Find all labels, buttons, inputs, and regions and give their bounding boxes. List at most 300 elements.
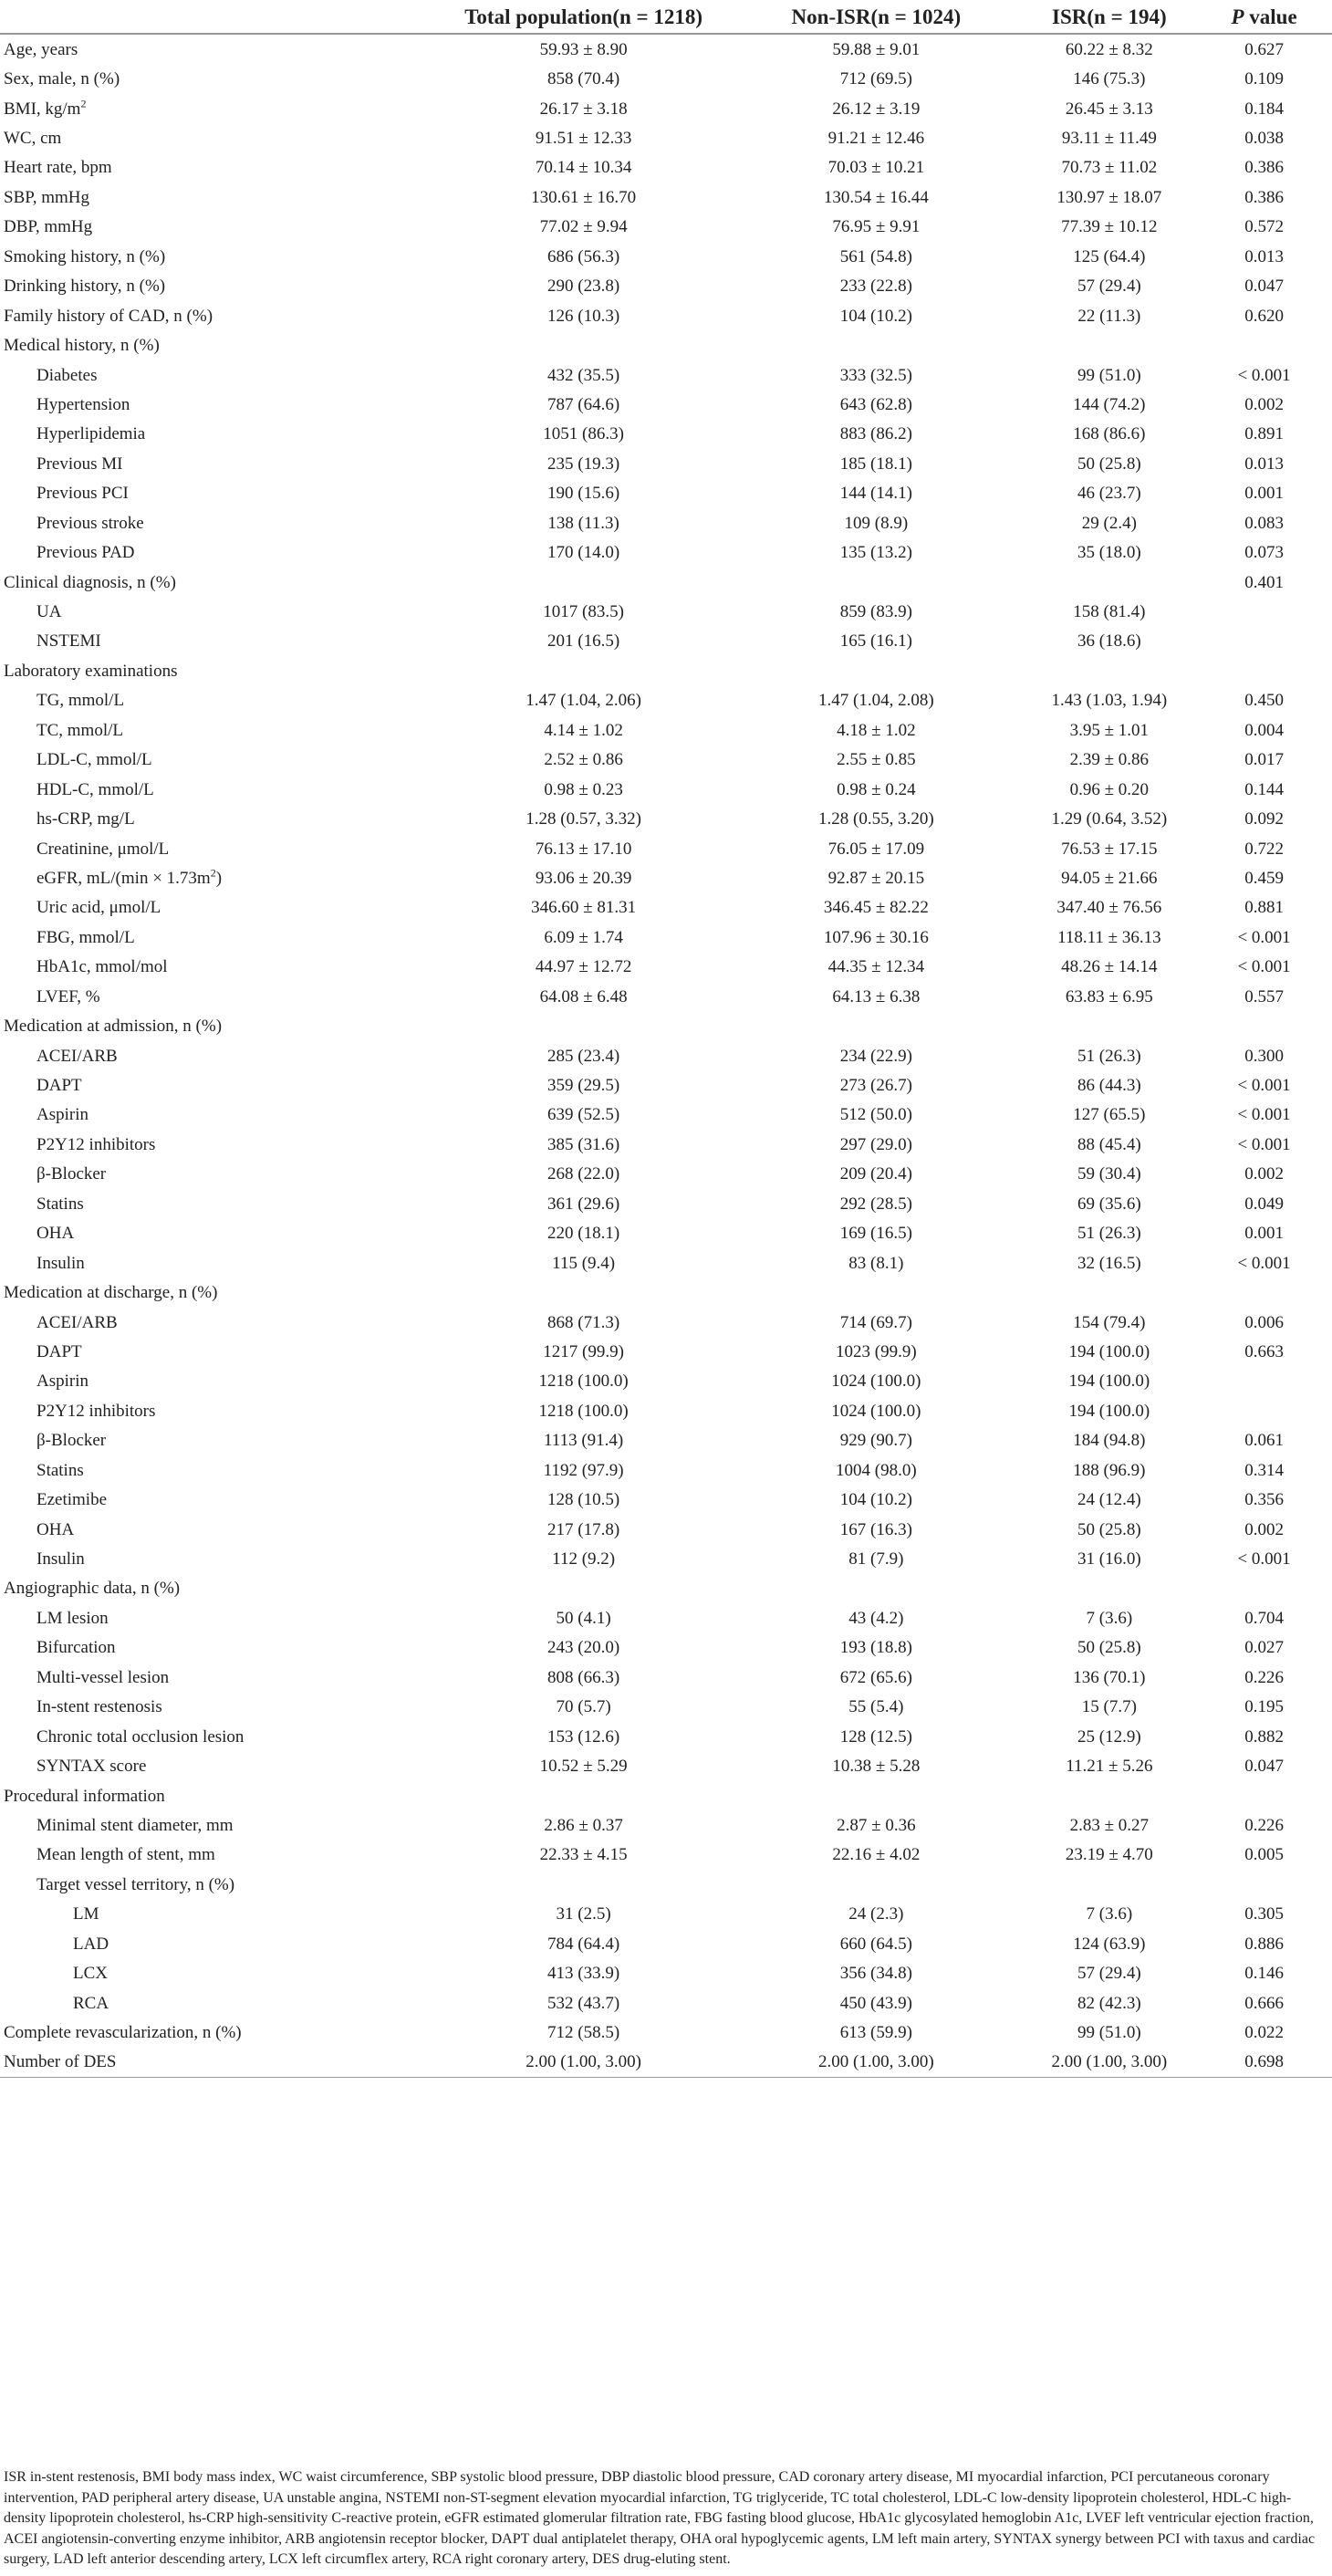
cell-p-value: 0.005 <box>1244 1845 1284 1865</box>
table-row <box>0 420 1332 449</box>
cell-isr: 76.53 ± 17.15 <box>1061 839 1158 859</box>
cell-non-isr: 356 (34.8) <box>839 1964 912 1984</box>
cell-p-value: < 0.001 <box>1237 1105 1291 1125</box>
row-label-text: SYNTAX score <box>36 1757 147 1777</box>
cell-total: 1113 (91.4) <box>544 1431 624 1451</box>
row-label-text: β-Blocker <box>36 1431 107 1451</box>
cell-p-value: 0.109 <box>1244 69 1284 89</box>
cell-p-value: 0.022 <box>1244 2023 1284 2043</box>
cell-total: 50 (4.1) <box>556 1608 611 1628</box>
cell-non-isr <box>730 330 1022 360</box>
cell-total: 201 (16.5) <box>547 631 620 652</box>
cell-p-value: 0.698 <box>1196 2048 1332 2078</box>
row-label <box>0 1426 437 1455</box>
table-row <box>0 1722 1332 1751</box>
cell-p-value: 0.450 <box>1244 691 1284 711</box>
cell-isr: 51 (26.3) <box>1077 1046 1141 1066</box>
cell-total <box>437 1781 730 1810</box>
cell-isr: 23.19 ± 4.70 <box>1065 1845 1153 1865</box>
cell-total: 115 (9.4) <box>552 1253 616 1273</box>
table-row <box>0 863 1332 892</box>
table-row <box>0 804 1332 833</box>
row-label <box>0 1396 437 1425</box>
cell-isr: 99 (51.0) <box>1077 2023 1141 2043</box>
cell-p-value: 0.226 <box>1244 1667 1284 1687</box>
row-label-text: LM <box>73 1904 99 1924</box>
cell-isr <box>1023 1011 1197 1040</box>
cell-p-value: 0.386 <box>1244 187 1284 207</box>
row-label-text: LM lesion <box>36 1608 109 1628</box>
cell-p-value <box>1196 597 1332 626</box>
cell-total: 858 (70.4) <box>547 69 620 89</box>
row-label-superscript: 2 <box>210 866 216 880</box>
cell-non-isr: 859 (83.9) <box>839 602 912 622</box>
cell-isr <box>1023 568 1197 597</box>
row-label-text: DAPT <box>36 1076 82 1096</box>
row-label <box>0 1515 437 1544</box>
row-label <box>0 272 437 301</box>
table-row <box>0 34 1332 64</box>
cell-total: 359 (29.5) <box>547 1076 620 1096</box>
cell-non-isr: 613 (59.9) <box>839 2023 912 2043</box>
cell-p-value: 0.001 <box>1244 1224 1284 1244</box>
cell-total: 0.98 ± 0.23 <box>544 779 623 799</box>
row-label-text: Sex, male, n (%) <box>4 69 120 89</box>
cell-non-isr: 44.35 ± 12.34 <box>827 957 925 977</box>
cell-p-value: 0.092 <box>1244 809 1284 829</box>
cell-total: 868 (71.3) <box>547 1312 620 1332</box>
cell-non-isr: 55 (5.4) <box>848 1697 904 1717</box>
row-label-text: ACEI/ARB <box>36 1046 118 1066</box>
row-label <box>0 213 437 242</box>
row-label <box>0 627 437 656</box>
table-row <box>0 1367 1332 1396</box>
row-label-text: Uric acid, μmol/L <box>36 898 161 918</box>
cell-isr: 77.39 ± 10.12 <box>1061 217 1158 237</box>
row-label <box>0 301 437 330</box>
cell-total: 112 (9.2) <box>552 1549 616 1570</box>
cell-non-isr: 233 (22.8) <box>839 276 912 297</box>
table-row <box>0 923 1332 952</box>
cell-total: 290 (23.8) <box>547 276 620 297</box>
row-label-text: RCA <box>73 1993 109 2013</box>
cell-total: 93.06 ± 20.39 <box>535 868 632 888</box>
row-label <box>0 923 437 952</box>
cell-non-isr: 929 (90.7) <box>839 1431 912 1451</box>
cell-non-isr: 0.98 ± 0.24 <box>837 779 916 799</box>
cell-non-isr: 333 (32.5) <box>839 365 912 385</box>
cell-total: 59.93 ± 8.90 <box>539 39 628 59</box>
cell-isr: 70.73 ± 11.02 <box>1061 158 1158 178</box>
row-label-text: Chronic total occlusion lesion <box>36 1726 245 1747</box>
row-label-text: Diabetes <box>36 365 98 385</box>
cell-isr: 184 (94.8) <box>1073 1431 1146 1451</box>
cell-total: 170 (14.0) <box>547 543 620 563</box>
cell-total <box>437 656 730 685</box>
row-label-text: Bifurcation <box>36 1638 116 1658</box>
row-label <box>0 1308 437 1337</box>
cell-isr: 50 (25.8) <box>1077 454 1141 474</box>
row-label-text: Ezetimibe <box>36 1490 108 1510</box>
cell-total: 686 (56.3) <box>547 246 620 266</box>
cell-total: 10.52 ± 5.29 <box>539 1757 628 1777</box>
row-label-text: hs-CRP, mg/L <box>36 809 135 829</box>
row-label-text: LVEF, % <box>36 986 100 1006</box>
cell-isr: 136 (70.1) <box>1073 1667 1146 1687</box>
table-row <box>0 1544 1332 1573</box>
cell-total: 31 (2.5) <box>556 1904 611 1924</box>
row-label-text: Complete revascularization, n (%) <box>4 2023 242 2043</box>
row-label-text: OHA <box>36 1519 75 1539</box>
cell-non-isr: 2.55 ± 0.85 <box>837 750 916 770</box>
row-label <box>0 1041 437 1070</box>
cell-total: 76.13 ± 17.10 <box>535 839 632 859</box>
cell-total: 220 (18.1) <box>547 1224 620 1244</box>
row-label-text: Procedural information <box>4 1786 165 1806</box>
cell-p-value: 0.881 <box>1244 898 1284 918</box>
cell-p-value: 0.083 <box>1244 513 1284 533</box>
cell-non-isr <box>730 1574 1022 1603</box>
row-label-text: Number of DES <box>4 2052 117 2072</box>
cell-total: 432 (35.5) <box>547 365 620 385</box>
cell-total: 153 (12.6) <box>547 1726 620 1747</box>
table-row <box>0 1485 1332 1514</box>
row-label-text: LAD <box>73 1934 109 1954</box>
row-label <box>0 1160 437 1189</box>
cell-non-isr: 672 (65.6) <box>839 1667 912 1687</box>
cell-total: 4.14 ± 1.02 <box>544 720 623 740</box>
table-row <box>0 1751 1332 1780</box>
cell-isr <box>1023 1278 1197 1307</box>
table-row <box>0 183 1332 212</box>
table-row <box>0 301 1332 330</box>
header-p-italic: P <box>1231 5 1244 28</box>
cell-p-value: 0.704 <box>1244 1608 1284 1628</box>
cell-p-value: 0.300 <box>1244 1046 1284 1066</box>
row-label <box>0 656 437 685</box>
cell-p-value: 0.886 <box>1244 1934 1284 1954</box>
cell-isr: 48.26 ± 14.14 <box>1061 957 1158 977</box>
row-label-text: WC, cm <box>4 129 62 149</box>
cell-total: 243 (20.0) <box>547 1638 620 1658</box>
row-label <box>0 746 437 775</box>
cell-p-value: 0.401 <box>1244 572 1284 592</box>
row-label <box>0 1603 437 1632</box>
cell-total: 1017 (83.5) <box>543 602 624 622</box>
row-label <box>0 479 437 508</box>
cell-total: 77.02 ± 9.94 <box>539 217 628 237</box>
row-label-text: β-Blocker <box>36 1164 107 1184</box>
cell-total: 217 (17.8) <box>547 1519 620 1539</box>
cell-total: 1051 (86.3) <box>543 424 624 444</box>
cell-non-isr: 83 (8.1) <box>848 1253 904 1273</box>
cell-p-value: 0.073 <box>1244 543 1284 563</box>
cell-isr: 146 (75.3) <box>1073 69 1146 89</box>
row-label-text: Age, years <box>4 39 78 59</box>
row-label-text: HbA1c, mmol/mol <box>36 957 168 977</box>
row-label <box>0 1248 437 1278</box>
row-label <box>0 1100 437 1130</box>
table-row <box>0 1900 1332 1929</box>
cell-isr: 2.83 ± 0.27 <box>1069 1815 1150 1835</box>
row-label <box>0 34 437 64</box>
row-label <box>0 1278 437 1307</box>
row-label-text: TC, mmol/L <box>36 720 123 740</box>
cell-non-isr <box>730 1781 1022 1810</box>
cell-total: 2.86 ± 0.37 <box>544 1815 623 1835</box>
table-row <box>0 123 1332 152</box>
table-row <box>0 715 1332 745</box>
row-label <box>0 390 437 419</box>
cell-p-value: 0.049 <box>1244 1194 1284 1214</box>
cell-p-value: 0.722 <box>1244 839 1284 859</box>
cell-non-isr: 273 (26.7) <box>839 1076 912 1096</box>
header-non-isr: Non-ISR(n = 1024) <box>730 0 1022 34</box>
row-label-text: Medical history, n (%) <box>4 336 160 356</box>
row-label-text: Medication at admission, n (%) <box>4 1017 223 1037</box>
cell-non-isr: 10.38 ± 5.28 <box>832 1757 921 1777</box>
row-label-text: Hypertension <box>36 394 130 414</box>
table-row <box>0 982 1332 1011</box>
table-row <box>0 508 1332 537</box>
table-row <box>0 479 1332 508</box>
cell-isr: 31 (16.0) <box>1077 1549 1141 1570</box>
row-label-text: OHA <box>36 1224 75 1244</box>
row-label-text: Aspirin <box>36 1371 88 1392</box>
row-label-text: Target vessel territory, n (%) <box>36 1874 235 1894</box>
cell-isr: 2.00 (1.00, 3.00) <box>1023 2048 1197 2078</box>
row-label-text: FBG, mmol/L <box>36 927 135 947</box>
cell-isr: 50 (25.8) <box>1077 1519 1141 1539</box>
row-label <box>0 1781 437 1810</box>
row-label <box>0 1958 437 1987</box>
table-row <box>0 656 1332 685</box>
cell-p-value: 0.013 <box>1244 246 1284 266</box>
cell-p-value: 0.013 <box>1244 454 1284 474</box>
row-label-text: Insulin <box>36 1253 85 1273</box>
row-label <box>0 863 437 892</box>
row-label <box>0 1751 437 1780</box>
cell-total: 91.51 ± 12.33 <box>535 129 632 149</box>
row-label <box>0 715 437 745</box>
cell-p-value: 0.017 <box>1244 750 1284 770</box>
row-label <box>0 1870 437 1899</box>
cell-isr: 94.05 ± 21.66 <box>1061 868 1158 888</box>
cell-non-isr: 1023 (99.9) <box>836 1341 917 1361</box>
table-row <box>0 1396 1332 1425</box>
cell-non-isr: 26.12 ± 3.19 <box>832 99 921 119</box>
cell-p-value: 0.146 <box>1244 1964 1284 1984</box>
table-row <box>0 1603 1332 1632</box>
cell-non-isr: 209 (20.4) <box>839 1164 912 1184</box>
table-row <box>0 2018 1332 2047</box>
header-p-value <box>1196 0 1332 34</box>
cell-isr: 124 (63.9) <box>1073 1934 1146 1954</box>
cell-non-isr: 24 (2.3) <box>848 1904 904 1924</box>
row-label-text: Smoking history, n (%) <box>4 246 166 266</box>
row-label <box>0 1929 437 1958</box>
cell-isr: 194 (100.0) <box>1068 1401 1150 1421</box>
cell-p-value: 0.314 <box>1244 1460 1284 1480</box>
table-row <box>0 597 1332 626</box>
cell-p-value: 0.305 <box>1244 1904 1284 1924</box>
cell-non-isr: 22.16 ± 4.02 <box>832 1845 921 1865</box>
cell-isr <box>1023 1870 1197 1899</box>
cell-non-isr: 4.18 ± 1.02 <box>837 720 916 740</box>
cell-total: 44.97 ± 12.72 <box>535 957 632 977</box>
row-label <box>0 1130 437 1159</box>
table-row <box>0 537 1332 567</box>
cell-isr: 82 (42.3) <box>1077 1993 1141 2013</box>
row-label <box>0 775 437 804</box>
cell-p-value: 0.195 <box>1244 1697 1284 1717</box>
row-label <box>0 360 437 390</box>
cell-non-isr: 643 (62.8) <box>839 394 912 414</box>
row-label <box>0 330 437 360</box>
table-row <box>0 1781 1332 1810</box>
cell-total: 1218 (100.0) <box>538 1401 629 1421</box>
table-body <box>0 34 1332 2078</box>
row-label-text: Clinical diagnosis, n (%) <box>4 572 176 592</box>
cell-total: 1192 (97.9) <box>543 1460 624 1480</box>
table-row <box>0 360 1332 390</box>
cell-total: 285 (23.4) <box>547 1046 620 1066</box>
cell-isr: 11.21 ± 5.26 <box>1066 1757 1153 1777</box>
cell-total: 1.47 (1.04, 2.06) <box>526 691 641 711</box>
cell-non-isr: 714 (69.7) <box>839 1312 912 1332</box>
cell-non-isr: 91.21 ± 12.46 <box>827 129 925 149</box>
cell-non-isr: 59.88 ± 9.01 <box>832 39 921 59</box>
row-label-text: Laboratory examinations <box>4 661 178 681</box>
cell-isr: 88 (45.4) <box>1077 1134 1141 1154</box>
row-label <box>0 1988 437 2018</box>
row-label <box>0 982 437 1011</box>
cell-p-value: 0.572 <box>1244 217 1284 237</box>
cell-total <box>437 1011 730 1040</box>
table-header-row <box>0 0 1332 34</box>
row-label <box>0 1693 437 1722</box>
table-row <box>0 94 1332 123</box>
cell-non-isr: 346.45 ± 82.22 <box>823 898 929 918</box>
table-row <box>0 1189 1332 1218</box>
row-label-text: SBP, mmHg <box>4 187 89 207</box>
cell-p-value <box>1196 330 1332 360</box>
cell-p-value: 0.038 <box>1244 129 1284 149</box>
cell-total: 22.33 ± 4.15 <box>539 1845 628 1865</box>
cell-non-isr: 712 (69.5) <box>839 69 912 89</box>
row-label-text: LCX <box>73 1964 108 1984</box>
row-label-text: Previous MI <box>36 454 123 474</box>
row-label-text: ACEI/ARB <box>36 1312 118 1332</box>
cell-total: 787 (64.6) <box>547 394 620 414</box>
cell-non-isr: 1024 (100.0) <box>831 1371 921 1392</box>
cell-isr: 2.39 ± 0.86 <box>1069 750 1150 770</box>
row-label-text: LDL-C, mmol/L <box>36 750 152 770</box>
row-label <box>0 1337 437 1366</box>
cell-p-value: 0.184 <box>1244 99 1284 119</box>
cell-non-isr: 104 (10.2) <box>839 1490 912 1510</box>
row-label-text: eGFR, mL/(min × 1.73m <box>36 868 211 888</box>
cell-isr: 1.29 (0.64, 3.52) <box>1051 809 1168 829</box>
cell-p-value <box>1196 1781 1332 1810</box>
cell-p-value: 0.027 <box>1244 1638 1284 1658</box>
row-label <box>0 1070 437 1100</box>
cell-p-value: 0.557 <box>1244 986 1284 1006</box>
cell-p-value: 0.002 <box>1244 1519 1284 1539</box>
row-label <box>0 183 437 212</box>
cell-total: 808 (66.3) <box>547 1667 620 1687</box>
cell-isr: 0.96 ± 0.20 <box>1069 779 1150 799</box>
cell-non-isr: 450 (43.9) <box>839 1993 912 2013</box>
row-label <box>0 64 437 93</box>
cell-non-isr <box>730 656 1022 685</box>
table-row <box>0 1219 1332 1248</box>
table-row <box>0 1455 1332 1485</box>
cell-isr: 36 (18.6) <box>1077 631 1141 652</box>
cell-isr: 24 (12.4) <box>1077 1490 1141 1510</box>
cell-p-value <box>1196 627 1332 656</box>
cell-non-isr: 144 (14.1) <box>839 484 912 504</box>
cell-isr: 168 (86.6) <box>1073 424 1146 444</box>
cell-p-value: < 0.001 <box>1237 927 1291 947</box>
cell-non-isr: 128 (12.5) <box>839 1726 912 1747</box>
cell-isr: 22 (11.3) <box>1077 306 1141 326</box>
cell-non-isr: 169 (16.5) <box>839 1224 912 1244</box>
cell-isr <box>1023 1781 1197 1810</box>
cell-isr: 93.11 ± 11.49 <box>1061 129 1157 149</box>
cell-total: 1.28 (0.57, 3.32) <box>526 809 641 829</box>
cell-isr: 25 (12.9) <box>1077 1726 1141 1747</box>
row-label <box>0 1455 437 1485</box>
row-label <box>0 804 437 833</box>
cell-total: 385 (31.6) <box>547 1134 620 1154</box>
row-label <box>0 1011 437 1040</box>
row-label-text: Previous stroke <box>36 513 144 533</box>
row-label-text: Insulin <box>36 1549 85 1570</box>
row-label <box>0 1841 437 1870</box>
row-label <box>0 1900 437 1929</box>
row-label <box>0 1544 437 1573</box>
cell-total: 130.61 ± 16.70 <box>531 187 637 207</box>
row-label-text: Minimal stent diameter, mm <box>36 1815 234 1835</box>
cell-p-value: 0.891 <box>1244 424 1284 444</box>
cell-isr: 59 (30.4) <box>1077 1164 1141 1184</box>
cell-non-isr <box>730 1011 1022 1040</box>
cell-non-isr <box>730 1278 1022 1307</box>
cell-p-value: 0.882 <box>1244 1726 1284 1747</box>
cell-isr: 35 (18.0) <box>1077 543 1141 563</box>
cell-total <box>437 1870 730 1899</box>
cell-p-value: < 0.001 <box>1237 957 1291 977</box>
table-row <box>0 686 1332 715</box>
cell-p-value <box>1196 1574 1332 1603</box>
cell-non-isr: 193 (18.8) <box>839 1638 912 1658</box>
cell-p-value: 0.226 <box>1244 1815 1284 1835</box>
cell-isr: 194 (100.0) <box>1068 1371 1150 1392</box>
cell-total: 784 (64.4) <box>547 1934 620 1954</box>
table-row <box>0 568 1332 597</box>
cell-isr: 127 (65.5) <box>1073 1105 1146 1125</box>
row-label <box>0 537 437 567</box>
row-label-text: DAPT <box>36 1341 82 1361</box>
cell-non-isr <box>730 568 1022 597</box>
cell-isr: 29 (2.4) <box>1081 513 1137 533</box>
cell-non-isr: 107.96 ± 30.16 <box>823 927 929 947</box>
row-label-text: Creatinine, μmol/L <box>36 839 170 859</box>
cell-p-value: 0.002 <box>1244 1164 1284 1184</box>
cell-isr: 347.40 ± 76.56 <box>1056 898 1162 918</box>
row-label <box>0 597 437 626</box>
